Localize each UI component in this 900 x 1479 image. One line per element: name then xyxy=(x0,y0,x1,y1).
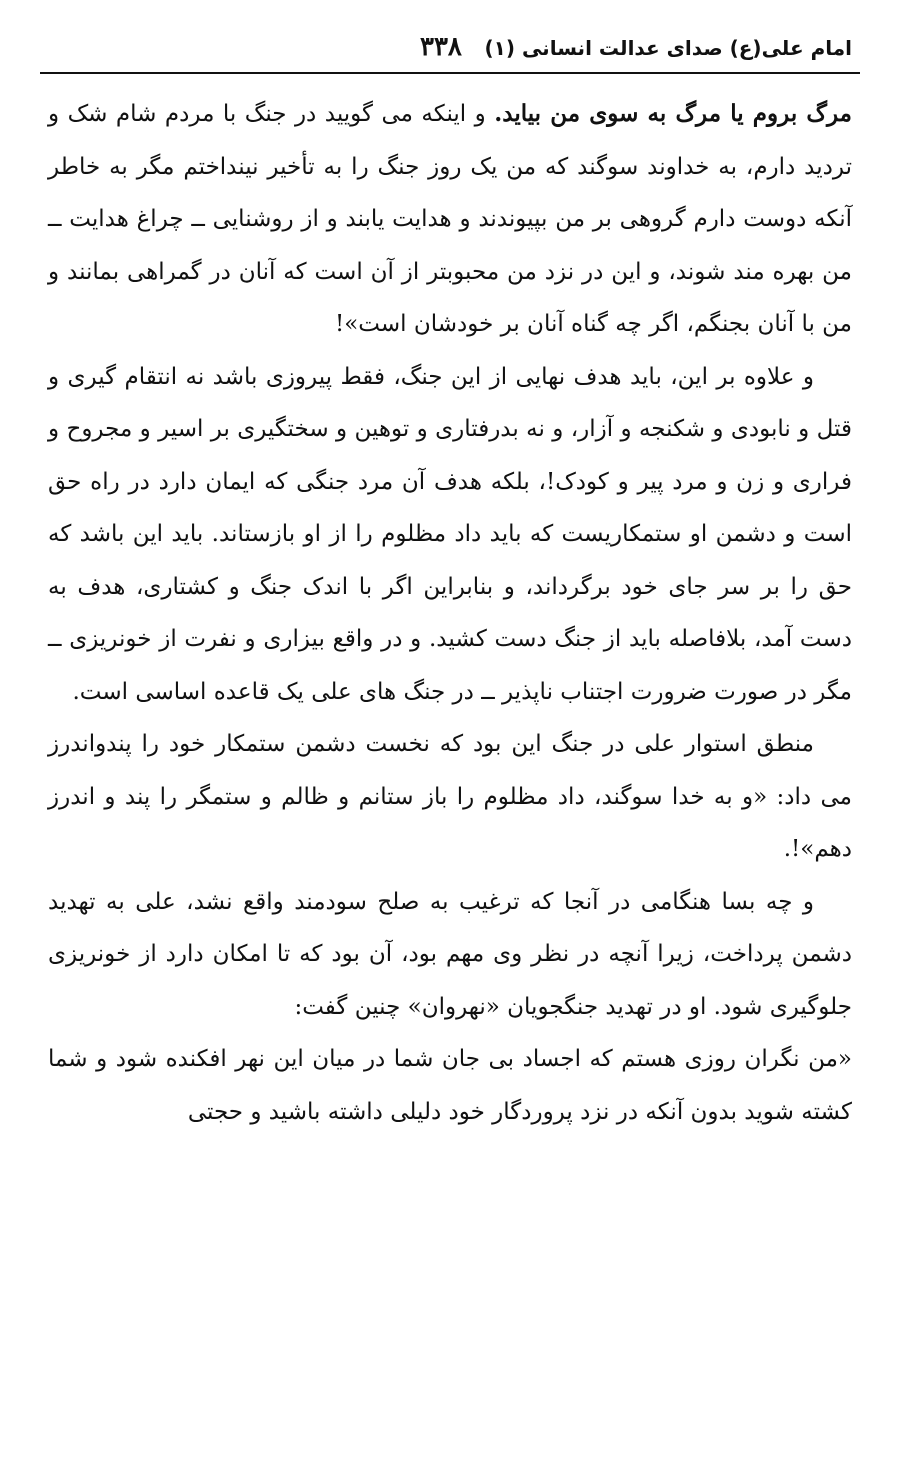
paragraph-4: و چه بسا هنگامی در آنجا که ترغیب به صلح سودمند واقع نشد، علی به تهدید دشمن پرداخت، زیرا آنچه در نظر وی مهم بود، آن بود که تا امکان دارد از خونریزی جلوگیری شود. او در تهدید جنگجویان «نهروان» چنین گفت: xyxy=(48,888,852,1020)
page-number: ۳۳۸ xyxy=(420,32,462,62)
page-body xyxy=(48,88,852,1138)
paragraph-3: منطق استوار علی در جنگ این بود که نخست دشمن ستمکار خود را پندواندرز می داد: «و به خدا سوگند، داد مظلوم را باز ستانم و ظالم و ستمگر را پند و اندرز دهم»!. xyxy=(48,731,852,862)
bold-lead-text: مرگ بروم یا مرگ به سوی من بیاید. xyxy=(494,100,852,127)
paragraph-2: و علاوه بر این، باید هدف نهایی از این جنگ، فقط پیروزی باشد نه انتقام گیری و قتل و نابودی و شکنجه و آزار، و نه بدرفتاری و توهین و سختگیری بر اسیر و مجروح و فراری و زن و مرد پیر و کودک!، بلکه هدف آن مرد جنگی که ایمان دارد در راه حق است و دشمن او ستمکاریست که باید داد مظلوم را از او بازستاند. باید این باشد که حق را بر سر جای خود برگرداند، و بنابراین اگر با اندک جنگ و کشتاری، هدف به دست آمد، بلافاصله باید از جنگ دست کشید. و در واقع بیزاری و نفرت از خونریزی ــ مگر در صورت ضرورت اجتناب ناپذیر ــ در جنگ های علی یک قاعده اساسی است. xyxy=(48,363,852,705)
paragraph-5: «من نگران روزی هستم که اجساد بی جان شما در میان این نهر افکنده شود و شما کشته شوید بدون آنکه در نزد پروردگار خود دلیلی داشته باشید و حجتی xyxy=(48,1046,852,1125)
book-page xyxy=(40,0,860,1479)
page-header xyxy=(40,28,860,68)
paragraph-text: و اینکه می گویید در جنگ با مردم شام شک و تردید دارم، به خداوند سوگند که من یک روز جنگ را به تأخیر نینداختم مگر به خاطر آنکه دوست دارم گروهی بر من بپیوندند و هدایت یابند و از روشنایی ــ چراغ هدایت ــ من بهره مند شوند، و این در نزد من محبوبتر از آن است که آنان در گمراهی بمانند و من با آنان بجنگم، اگر چه گناه آنان بر خودشان است»! xyxy=(48,101,852,337)
header-divider xyxy=(40,72,860,74)
paragraph-1 xyxy=(48,88,852,351)
running-title: امام علی(ع) صدای عدالت انسانی (۱) xyxy=(484,36,852,60)
